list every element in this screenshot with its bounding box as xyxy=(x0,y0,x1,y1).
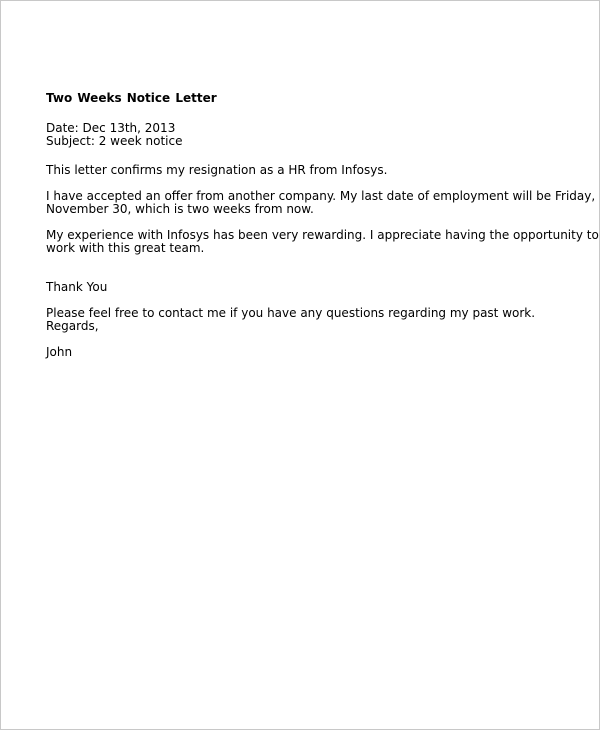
subject-line: Subject: 2 week notice xyxy=(46,134,183,148)
closing-block xyxy=(46,307,576,333)
paragraph-resignation xyxy=(46,164,576,177)
date-line: Date: Dec 13th, 2013 xyxy=(46,121,176,135)
paragraph-new-offer xyxy=(46,189,596,216)
paragraph-2-line-2: November 30, which is two weeks from now. xyxy=(46,202,314,216)
regards-text: Regards, xyxy=(46,319,99,333)
thank-you-text: Thank You xyxy=(46,280,108,294)
thank-you-block xyxy=(46,281,576,294)
paragraph-1-text: This letter confirms my resignation as a HR from Infosys. xyxy=(46,163,388,177)
paragraph-3-line-2: work with this great team. xyxy=(46,241,205,255)
letter-header-meta xyxy=(46,122,576,148)
signature-name: John xyxy=(46,345,73,359)
letter-title: Two Weeks Notice Letter xyxy=(46,91,217,105)
signature-block xyxy=(46,346,576,359)
contact-line: Please feel free to contact me if you have any questions regarding my past work. xyxy=(46,306,536,320)
letter-body xyxy=(46,91,599,359)
paragraph-2-line-1: I have accepted an offer from another company. My last date of employment will be Friday, xyxy=(46,189,596,203)
paragraph-3-line-1: My experience with Infosys has been very rewarding. I appreciate having the opportunity to xyxy=(46,228,599,242)
paragraph-experience xyxy=(46,228,599,255)
